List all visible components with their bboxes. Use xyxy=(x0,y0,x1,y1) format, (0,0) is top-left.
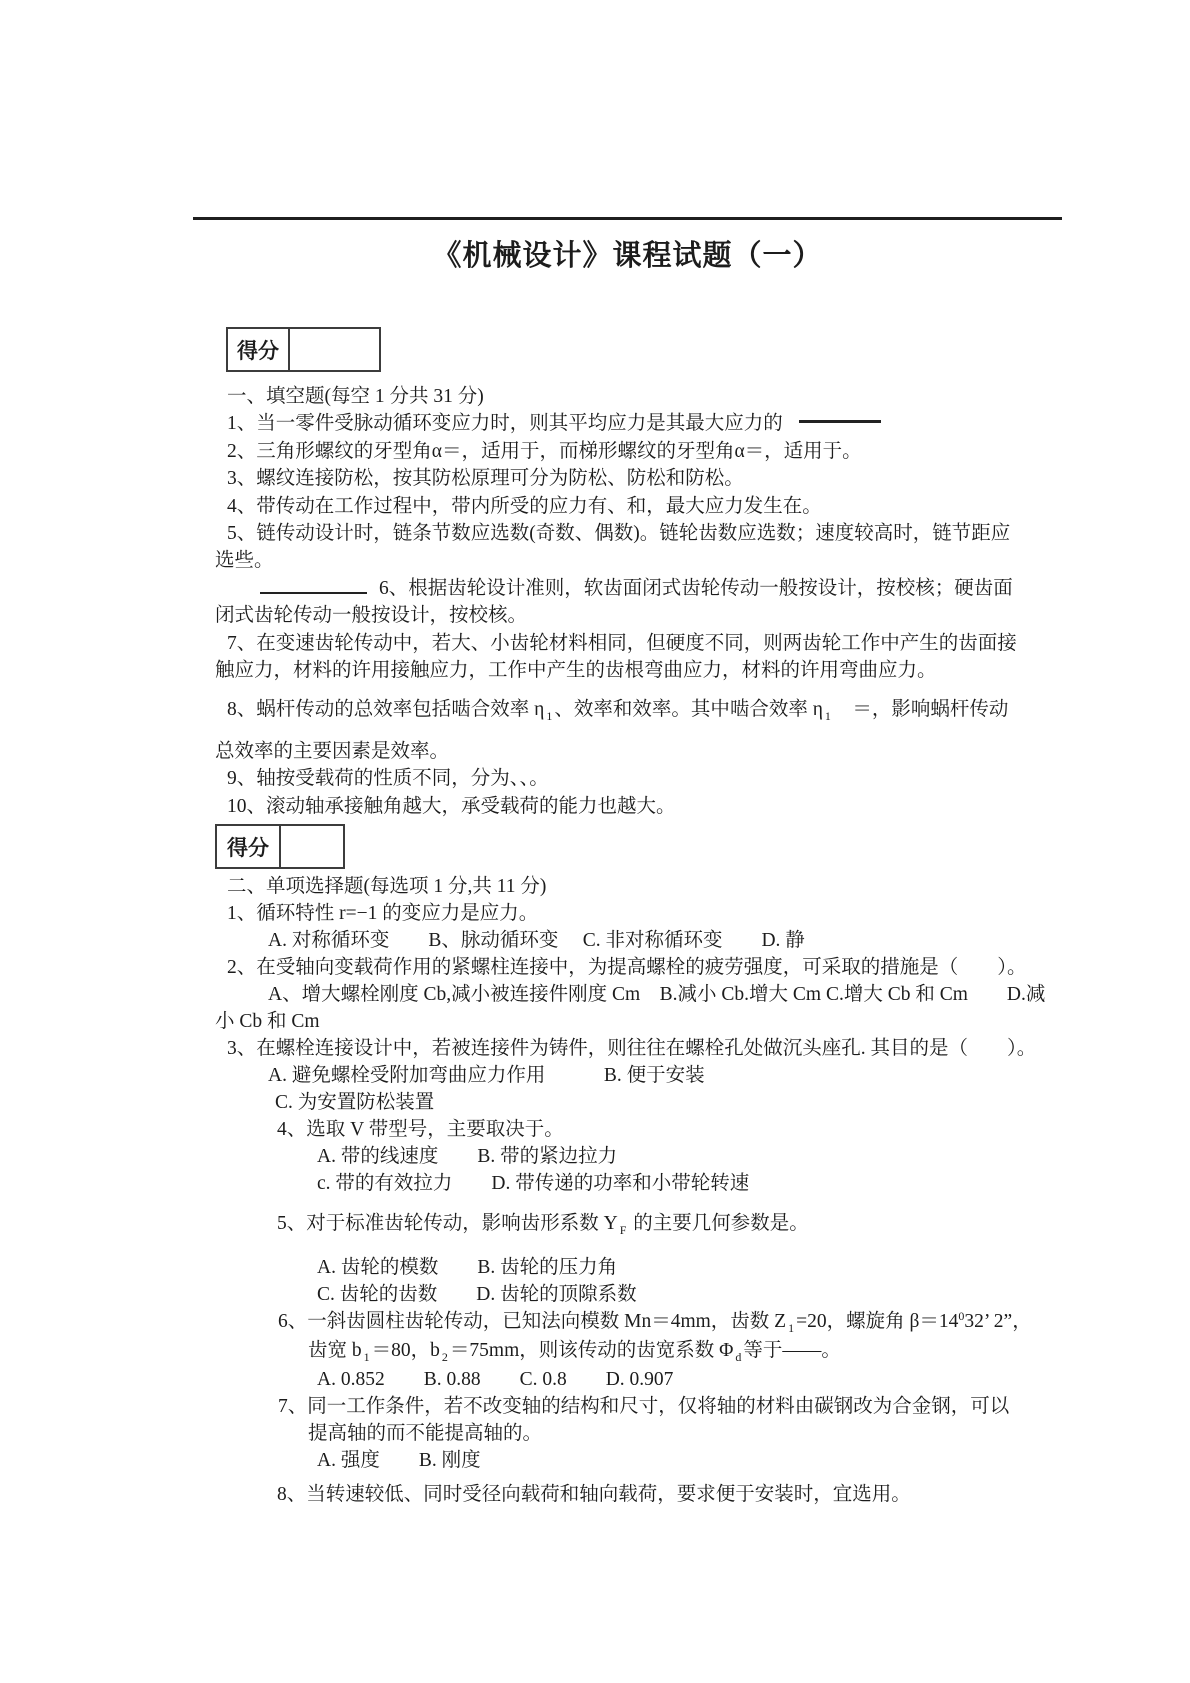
text-run: 的主要几何参数是。 xyxy=(628,1213,809,1234)
fill-item-1-text: 1、当一零件受脉动循环变应力时，则其平均应力是其最大应力的 xyxy=(227,413,783,435)
fill-item-7-line1: 7、在变速齿轮传动中，若大、小齿轮材料相同，但硬度不同，则两齿轮工作中产生的齿面接 xyxy=(227,632,1017,654)
choice-q6-line2 xyxy=(215,1337,1045,1366)
choice-q3-options-line2: C. 为安置防松装置 xyxy=(275,1092,435,1113)
choice-q8-text: 8、当转速较低、同时受径向载荷和轴向载荷，要求便于安装时，宜选用。 xyxy=(277,1484,911,1505)
text-run: 、效率和效率。其中啮合效率 η xyxy=(554,699,823,721)
choice-q5-options-line2: C. 齿轮的齿数 D. 齿轮的顶隙系数 xyxy=(317,1284,637,1305)
choice-q5-text xyxy=(215,1210,1045,1239)
text-run: 齿宽 b xyxy=(308,1340,362,1361)
choice-q4-options-line2: c. 带的有效拉力 D. 带传递的功率和小带轮转速 xyxy=(317,1173,750,1194)
choice-q2-options-line2: 小 Cb 和 Cm xyxy=(215,1011,320,1032)
subscript: 1 xyxy=(546,709,553,724)
subscript: 1 xyxy=(824,709,831,724)
text-run: 8、蜗杆传动的总效率包括啮合效率 η xyxy=(227,699,545,721)
score-box-section2 xyxy=(215,824,345,869)
fill-item-1 xyxy=(215,410,1045,437)
fill-item-5-line2: 选些。 xyxy=(215,550,274,572)
subscript: 2 xyxy=(441,1350,448,1364)
choice-q6-line1 xyxy=(215,1308,1045,1337)
fill-item-6-text: 6、根据齿轮设计准则，软齿面闭式齿轮传动一般按设计，按校核；硬齿面 xyxy=(379,577,1013,599)
text-run: 6、一斜齿圆柱齿轮传动，已知法向模数 Mn＝4mm，齿数 Z xyxy=(278,1311,787,1332)
fill-section-heading: 一、填空题(每空 1 分共 31 分) xyxy=(227,386,484,407)
score-value-cell xyxy=(281,826,343,867)
subscript: 1 xyxy=(363,1350,370,1364)
subscript: 1 xyxy=(788,1321,795,1335)
choice-q3-options-line1: A. 避免螺栓受附加弯曲应力作用 B. 便于安装 xyxy=(268,1065,705,1086)
subscript: d xyxy=(735,1350,742,1364)
choice-section-heading: 二、单项选择题(每选项 1 分,共 11 分) xyxy=(227,876,547,897)
choice-q1-text: 1、循环特性 r=−1 的变应力是应力。 xyxy=(227,903,539,924)
text-run: ＝，影响蜗杆传动 xyxy=(832,699,1009,721)
text-run: 5、对于标准齿轮传动，影响齿形系数 Y xyxy=(277,1213,618,1234)
multiple-choice-section xyxy=(215,873,1045,1508)
text-run: 等于——。 xyxy=(743,1340,841,1361)
score-label: 得分 xyxy=(228,329,290,370)
choice-q4-options-line1: A. 带的线速度 B. 带的紧边拉力 xyxy=(317,1146,618,1167)
choice-q7-line2: 提高轴的而不能提高轴的。 xyxy=(308,1423,543,1444)
fill-item-6-line1 xyxy=(215,575,1045,602)
choice-q3-text: 3、在螺栓连接设计中，若被连接件为铸件，则往往在螺栓孔处做沉头座孔. 其目的是（ ）。 xyxy=(227,1038,1037,1059)
choice-q5-options-line1: A. 齿轮的模数 B. 齿轮的压力角 xyxy=(317,1257,618,1278)
choice-q1-options: A. 对称循环变 B、脉动循环变 C. 非对称循环变 D. 静 xyxy=(268,930,805,951)
text-run: 32’ 2”， xyxy=(964,1311,1032,1332)
fill-item-7-line2: 触应力，材料的许用接触应力，工作中产生的齿根弯曲应力，材料的许用弯曲应力。 xyxy=(215,660,937,682)
score-box-section1 xyxy=(226,327,381,372)
subscript: F xyxy=(619,1223,627,1237)
score-label: 得分 xyxy=(217,826,281,867)
fill-in-section xyxy=(215,383,1045,820)
choice-q4-text: 4、选取 V 带型号，主要取决于。 xyxy=(277,1119,564,1140)
choice-q7-text: 7、同一工作条件，若不改变轴的结构和尺寸，仅将轴的材料由碳钢改为合金钢，可以 xyxy=(278,1396,1010,1417)
choice-q7-options: A. 强度 B. 刚度 xyxy=(317,1450,481,1471)
header-rule xyxy=(193,217,1062,220)
choice-q2-text: 2、在受轴向变载荷作用的紧螺柱连接中，为提高螺栓的疲劳强度，可采取的措施是（ ）。 xyxy=(227,957,1027,978)
score-value-cell xyxy=(290,329,379,370)
text-run: =20，螺旋角 β＝14 xyxy=(796,1311,959,1332)
fill-item-9: 9、轴按受载荷的性质不同，分为、、。 xyxy=(227,768,549,790)
fill-item-2: 2、三角形螺纹的牙型角α＝，适用于，而梯形螺纹的牙型角α＝，适用于。 xyxy=(227,440,862,462)
answer-blank-line xyxy=(260,592,367,594)
fill-item-8-line2: 总效率的主要因素是效率。 xyxy=(215,740,450,762)
fill-item-10: 10、滚动轴承接触角越大，承受载荷的能力也越大。 xyxy=(227,795,676,817)
fill-item-5-line1: 5、链传动设计时，链条节数应选数(奇数、偶数)。链轮齿数应选数；速度较高时，链节距应 xyxy=(227,523,1011,545)
choice-q6-options: A. 0.852 B. 0.88 C. 0.8 D. 0.907 xyxy=(317,1369,674,1390)
exam-title: 《机械设计》课程试题（一） xyxy=(432,240,823,272)
fill-item-4: 4、带传动在工作过程中，带内所受的应力有、和，最大应力发生在。 xyxy=(227,495,822,517)
fill-item-6-line2: 闭式齿轮传动一般按设计，按校核。 xyxy=(215,605,528,627)
fill-item-3: 3、螺纹连接防松，按其防松原理可分为防松、防松和防松。 xyxy=(227,468,744,490)
text-run: ＝80，b xyxy=(371,1340,440,1361)
answer-blank-line xyxy=(799,420,881,423)
superscript: 0 xyxy=(958,1309,965,1323)
choice-q2-options-line1: A、增大螺栓刚度 Cb,减小被连接件刚度 Cm B.减小 Cb.增大 Cm C.增大 Cb 和 Cm D.减 xyxy=(268,984,1046,1005)
fill-item-8-line1 xyxy=(215,696,1045,725)
text-run: ＝75mm，则该传动的齿宽系数 Φ xyxy=(449,1340,734,1361)
